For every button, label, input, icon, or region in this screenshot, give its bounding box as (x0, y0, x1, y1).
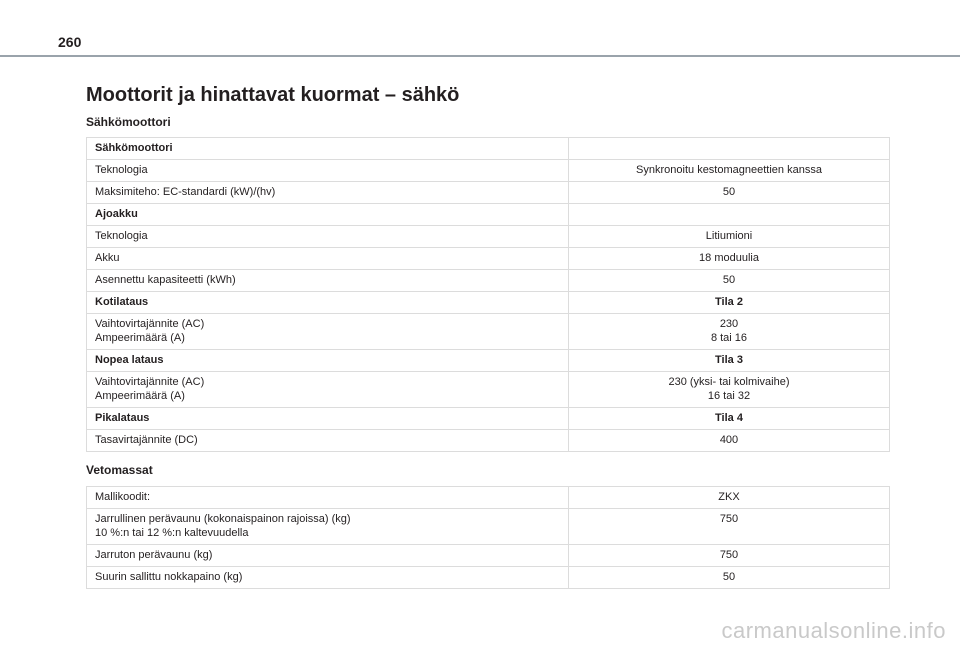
spec-value: 8 tai 16 (710, 332, 748, 344)
table-row (87, 372, 890, 408)
spec-value: 400 (719, 434, 739, 446)
spec-value: Tila 3 (715, 354, 743, 366)
spec-value: Synkronoitu kestomagneettien kanssa (636, 164, 822, 176)
spec-label: Maksimiteho: EC-standardi (kW)/(hv) (95, 186, 276, 198)
spec-value-cell (569, 567, 890, 589)
spec-value-cell (569, 509, 890, 545)
spec-value-cell (569, 408, 890, 430)
spec-value: 50 (722, 571, 736, 583)
spec-label-cell (87, 545, 569, 567)
spec-value-cell (569, 314, 890, 350)
table-row (87, 350, 890, 372)
table-row (87, 408, 890, 430)
table-row (87, 160, 890, 182)
spec-value: 18 moduulia (699, 252, 759, 264)
spec-value-cell (569, 248, 890, 270)
spec-label-cell (87, 430, 569, 452)
towing-weights-spec-table (86, 486, 890, 589)
table-row (87, 204, 890, 226)
spec-label: 10 %:n tai 12 %:n kaltevuudella (95, 527, 249, 539)
spec-label: Ampeerimäärä (A) (95, 390, 185, 402)
spec-value: Tila 2 (715, 296, 743, 308)
table-row (87, 567, 890, 589)
spec-value: Tila 4 (715, 412, 743, 424)
spec-label-cell (87, 204, 569, 226)
spec-label: Nopea lataus (95, 354, 164, 366)
spec-value: 16 tai 32 (707, 390, 751, 402)
spec-value: 750 (719, 513, 739, 525)
spec-value: 50 (722, 274, 736, 286)
spec-label-cell (87, 160, 569, 182)
spec-label-cell (87, 509, 569, 545)
spec-label: Jarrullinen perävaunu (kokonaispainon rajoissa) (kg) (95, 513, 351, 525)
spec-value: 230 (yksi- tai kolmivaihe) (668, 376, 790, 388)
spec-value-cell (569, 350, 890, 372)
spec-label-cell (87, 248, 569, 270)
spec-value: 50 (722, 186, 736, 198)
spec-value-cell (569, 430, 890, 452)
spec-label: Sähkömoottori (95, 142, 173, 154)
spec-label: Teknologia (95, 230, 148, 242)
spec-value-cell (569, 226, 890, 248)
spec-value-cell (569, 204, 890, 226)
spec-value: Litiumioni (705, 230, 753, 242)
spec-label: Tasavirtajännite (DC) (95, 434, 198, 446)
spec-value-cell (569, 182, 890, 204)
spec-value: 230 (719, 318, 739, 330)
spec-label: Vaihtovirtajännite (AC) (95, 376, 205, 388)
table-row (87, 182, 890, 204)
spec-label-cell (87, 182, 569, 204)
spec-label: Akku (95, 252, 120, 264)
spec-label-cell (87, 138, 569, 160)
spec-label-cell (87, 567, 569, 589)
spec-value-cell (569, 372, 890, 408)
spec-value-cell (569, 545, 890, 567)
table-row (87, 270, 890, 292)
spec-label: Asennettu kapasiteetti (kWh) (95, 274, 236, 286)
spec-value: 750 (719, 549, 739, 561)
spec-label: Kotilataus (95, 296, 149, 308)
spec-value-cell (569, 292, 890, 314)
table-row (87, 314, 890, 350)
table-row (87, 292, 890, 314)
page-title: Moottorit ja hinattavat kuormat – sähkö (86, 84, 460, 106)
spec-label: Suurin sallittu nokkapaino (kg) (95, 571, 243, 583)
spec-value: ZKX (718, 491, 740, 503)
table-row (87, 487, 890, 509)
spec-label-cell (87, 292, 569, 314)
spec-label-cell (87, 487, 569, 509)
spec-value-cell (569, 487, 890, 509)
table-row (87, 545, 890, 567)
spec-label: Vaihtovirtajännite (AC) (95, 318, 205, 330)
spec-value-cell (569, 270, 890, 292)
spec-label: Mallikoodit: (95, 491, 151, 503)
header-divider (0, 55, 960, 57)
section-title-electric-motor: Sähkömoottori (86, 115, 171, 129)
electric-motor-spec-table (86, 137, 890, 452)
spec-label: Ampeerimäärä (A) (95, 332, 185, 344)
spec-label-cell (87, 270, 569, 292)
table-row (87, 509, 890, 545)
spec-label-cell (87, 226, 569, 248)
page-number: 260 (58, 34, 82, 50)
spec-label: Ajoakku (95, 208, 138, 220)
watermark-text: carmanualsonline.info (721, 618, 946, 643)
spec-value-cell (569, 160, 890, 182)
spec-label: Pikalataus (95, 412, 150, 424)
spec-label-cell (87, 372, 569, 408)
table-row (87, 430, 890, 452)
spec-value-cell (569, 138, 890, 160)
spec-label: Jarruton perävaunu (kg) (95, 549, 213, 561)
section-title-towing-weights: Vetomassat (86, 463, 153, 477)
table-row (87, 138, 890, 160)
table-row (87, 226, 890, 248)
spec-label: Teknologia (95, 164, 148, 176)
spec-label-cell (87, 350, 569, 372)
spec-label-cell (87, 408, 569, 430)
spec-label-cell (87, 314, 569, 350)
table-row (87, 248, 890, 270)
